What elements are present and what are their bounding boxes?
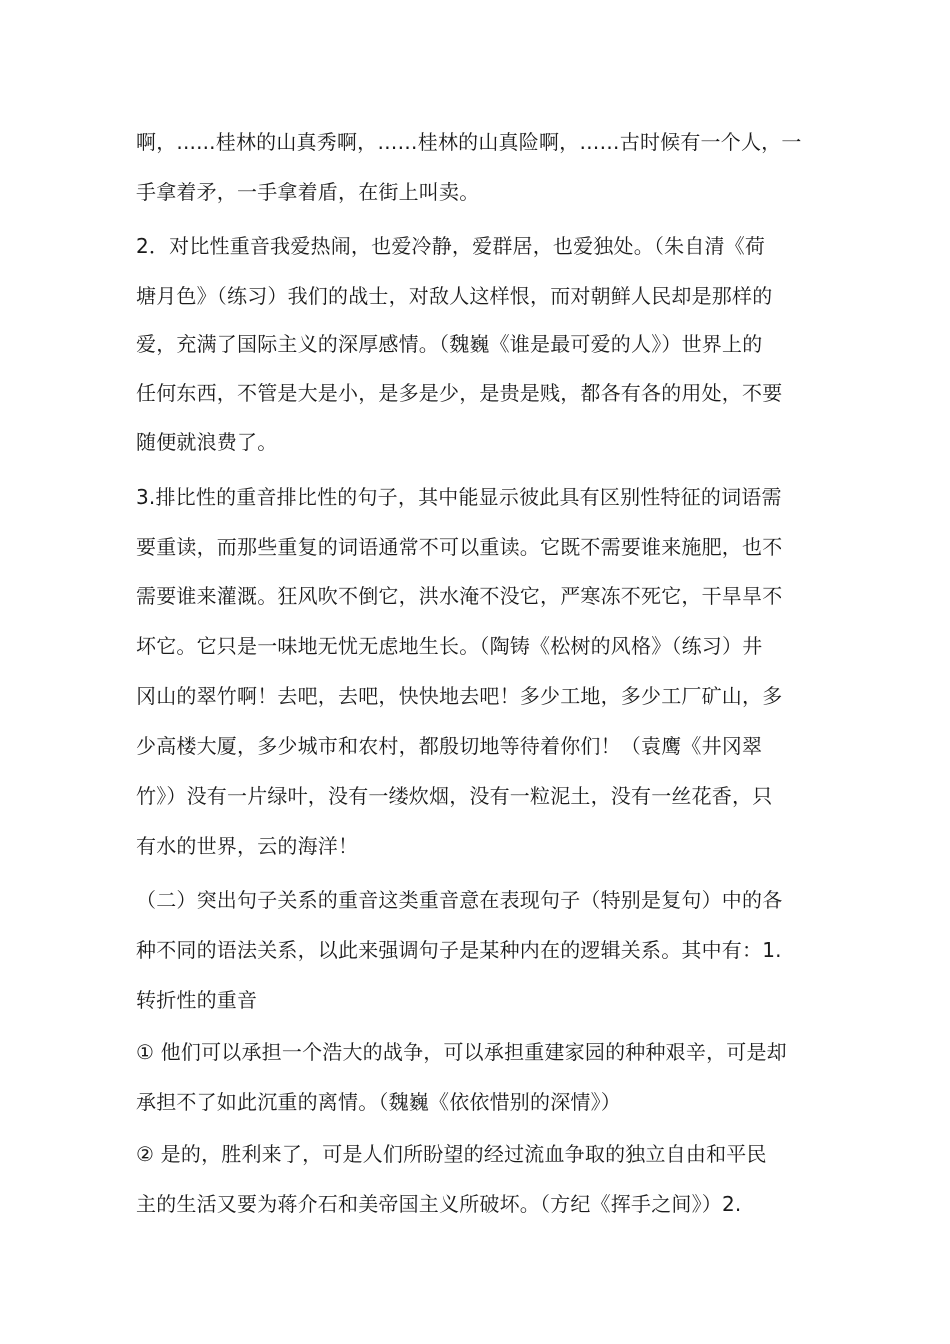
text-line: 承担不了如此沉重的离情。（魏巍《依依惜别的深情》） — [136, 1090, 621, 1114]
text-line: 啊，......桂林的山真秀啊，……桂林的山真险啊，……古时候有一个人，一 — [136, 130, 802, 154]
text-line: 爱，充满了国际主义的深厚感情。（魏巍《谁是最可爱的人》）世界上的 — [136, 332, 763, 356]
text-line: 塘月色》（练习）我们的战士，对敌人这样恨，而对朝鲜人民却是那样的 — [136, 284, 773, 308]
text-line: 随便就浪费了。 — [136, 430, 278, 454]
text-line: 要重读，而那些重复的词语通常不可以重读。它既不需要谁来施肥，也不 — [136, 535, 783, 559]
text-line: 主的生活又要为蒋介石和美帝国主义所破坏。（方纪《挥手之间》）2. — [136, 1192, 742, 1216]
text-line: 坏它。它只是一味地无忧无虑地生长。（陶铸《松树的风格》（练习）井 — [136, 634, 763, 658]
text-line: 任何东西，不管是大是小，是多是少，是贵是贱，都各有各的用处，不要 — [136, 381, 783, 405]
text-line: 有水的世界，云的海洋！ — [136, 834, 359, 858]
text-line: 转折性的重音 — [136, 988, 258, 1012]
text-line: （二）突出句子关系的重音这类重音意在表现句子（特别是复句）中的各 — [136, 888, 783, 912]
text-line: 竹》）没有一片绿叶，没有一缕炊烟，没有一粒泥土，没有一丝花香，只 — [136, 784, 773, 808]
text-line: 少高楼大厦，多少城市和农村，都殷切地等待着你们！（袁鹰《井冈翠 — [136, 734, 763, 758]
text-line: 冈山的翠竹啊！去吧，去吧，快快地去吧！多少工地，多少工厂矿山，多 — [136, 684, 783, 708]
text-line: ② 是的，胜利来了，可是人们所盼望的经过流血争取的独立自由和平民 — [136, 1142, 767, 1166]
text-line: 需要谁来灌溉。狂风吹不倒它，洪水淹不没它，严寒冻不死它，干旱旱不 — [136, 584, 783, 608]
text-line: ① 他们可以承担一个浩大的战争，可以承担重建家园的种种艰辛，可是却 — [136, 1040, 787, 1064]
text-line: 手拿着矛，一手拿着盾，在街上叫卖。 — [136, 180, 480, 204]
text-line: 2．对比性重音我爱热闹，也爱冷静，爱群居，也爱独处。（朱自清《荷 — [136, 234, 766, 258]
text-line: 种不同的语法关系，以此来强调句子是某种内在的逻辑关系。其中有：1. — [136, 938, 782, 962]
text-line: 3.排比性的重音排比性的句子，其中能显示彼此具有区别性特征的词语需 — [136, 485, 782, 509]
